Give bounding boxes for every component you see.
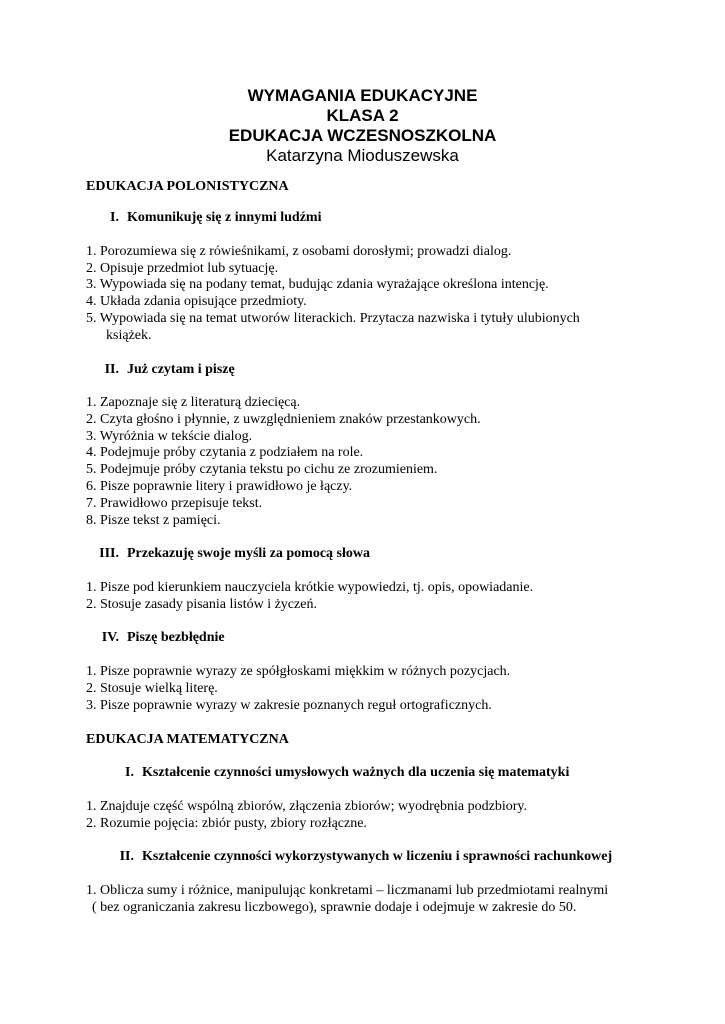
list-item: 7. Prawidłowo przepisuje tekst. [86,496,263,511]
subsection-title: Już czytam i piszę [127,362,235,377]
list-item-continuation: ( bez ograniczania zakresu liczbowego), sprawnie dodaje i odejmuje w zakresie do 50. [92,900,577,915]
subsection-title: Przekazuję swoje myśli za pomocą słowa [127,546,371,561]
subsection-heading [112,764,569,781]
list-item: 1. Pisze poprawnie wyrazy ze spółgłoskami miękkim w różnych pozycjach. [86,664,511,679]
list-item: 2. Opisuje przedmiot lub sytuację. [86,261,279,276]
list-item: 1. Zapoznaje się z literaturą dziecięcą. [86,395,301,410]
subsection-heading [97,629,225,646]
list-item: 1. Pisze pod kierunkiem nauczyciela krótkie wypowiedzi, tj. opis, opowiadanie. [86,580,534,595]
subsection-number: IV. [101,630,119,645]
subsection-title: Kształcenie czynności wykorzystywanych w liczeniu i sprawności rachunkowej [142,849,613,864]
subsection-heading [97,361,235,378]
subsection-title: Komunikuję się z innymi ludźmi [127,210,322,225]
section-title-math: EDUKACJA MATEMATYCZNA [86,732,289,747]
list-item: 2. Stosuje wielką literę. [86,681,218,696]
list-item: 4. Podejmuje próby czytania z podziałem na role. [86,445,364,460]
list-item: 3. Pisze poprawnie wyrazy w zakresie poznanych reguł ortograficznych. [86,698,492,713]
subsection-number: I. [110,210,119,225]
list-item: 3. Wypowiada się na podany temat, budując zdania wyrażające określona intencję. [86,277,549,292]
subsection-title: Piszę bezbłędnie [127,630,225,645]
subsection-heading [97,545,370,562]
list-item: 4. Układa zdania opisujące przedmioty. [86,294,307,309]
list-item: 2. Rozumie pojęcia: zbiór pusty, zbiory rozłączne. [86,816,367,831]
subsection-number: I. [125,765,134,780]
doc-title: WYMAGANIA EDUKACYJNE [247,86,478,105]
subsection-number: II. [119,849,134,864]
subject-title: EDUKACJA WCZESNOSZKOLNA [228,126,497,145]
section-title-polish: EDUKACJA POLONISTYCZNA [86,179,289,194]
list-item: 1. Oblicza sumy i różnice, manipulując konkretami – liczmanami lub przedmiotami realnymi [86,883,609,898]
subsection-heading [97,209,321,226]
subsection-number: III. [99,546,119,561]
list-item: 6. Pisze poprawnie litery i prawidłowo je łączy. [86,479,353,494]
subsection-title: Kształcenie czynności umysłowych ważnych dla uczenia się matematyki [142,765,570,780]
list-item: 5. Wypowiada się na temat utworów literackich. Przytacza nazwiska i tytuły ulubionych [86,311,580,326]
subsection-number: II. [104,362,119,377]
list-item: 5. Podejmuje próby czytania tekstu po cichu ze zrozumieniem. [86,462,438,477]
list-item: 1. Porozumiewa się z rówieśnikami, z osobami dorosłymi; prowadzi dialog. [86,244,512,259]
list-item: 3. Wyróżnia w tekście dialog. [86,429,253,444]
subsection-heading [112,848,612,865]
list-item: 2. Czyta głośno i płynnie, z uwzględnieniem znaków przestankowych. [86,412,481,427]
class-label: KLASA 2 [326,106,399,125]
list-item: 8. Pisze tekst z pamięci. [86,513,221,528]
list-item-continuation: książek. [106,328,152,343]
list-item: 2. Stosuje zasady pisania listów i życzeń. [86,597,317,612]
list-item: 1. Znajduje część wspólną zbiorów, złączenia zbiorów; wyodrębnia podzbiory. [86,799,527,814]
author-name: Katarzyna Mioduszewska [266,146,459,165]
